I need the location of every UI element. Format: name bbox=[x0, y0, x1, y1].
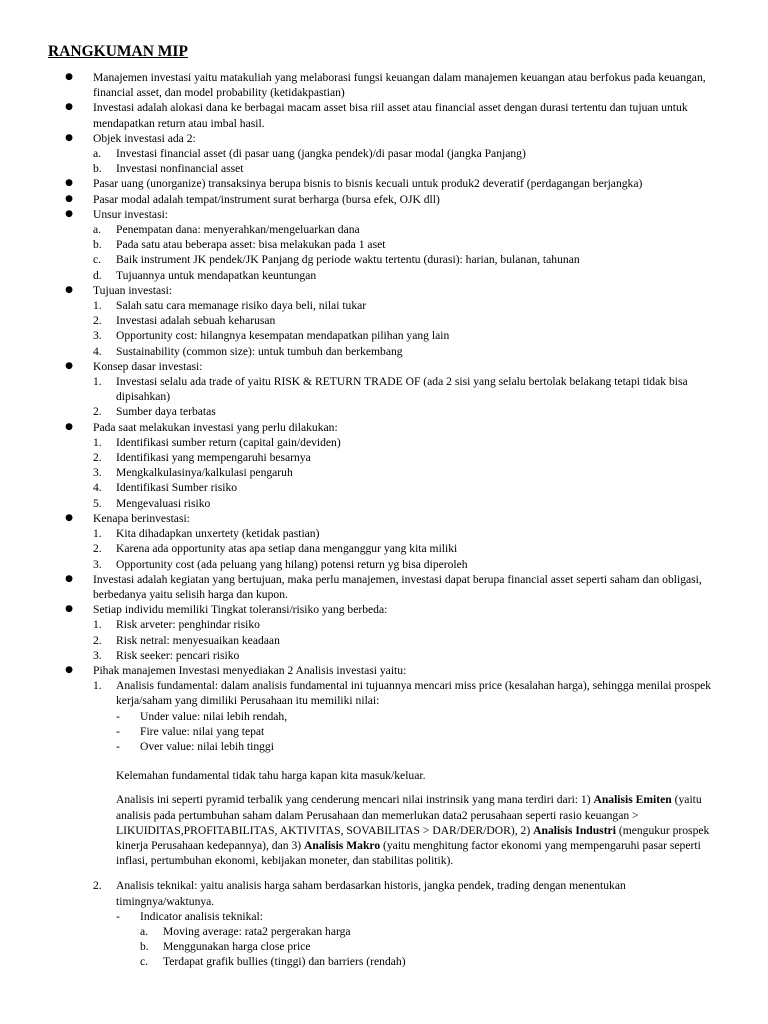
sub-list-text: Opportunity cost: hilangnya kesempatan mendapatkan pilihan yang lain bbox=[116, 329, 450, 343]
sub-list-text: Risk netral: menyesuaikan keadaan bbox=[116, 633, 280, 647]
sub-list-item bbox=[93, 435, 712, 450]
sub-list-text: Investasi adalah sebuah keharusan bbox=[116, 314, 276, 328]
value-item: - Under value: nilai lebih rendah, bbox=[116, 709, 288, 723]
indicator-text: Moving average: rata2 pergerakan harga bbox=[163, 924, 351, 938]
list-marker: 3. bbox=[93, 466, 102, 480]
sub-list-item bbox=[93, 404, 712, 419]
indicator-heading-item: - Indicator analisis teknikal: a. Moving average: rata2 pergerakan harga b. Menggunakan harga close price c. Terdapat grafik bullies (tinggi) dan barriers (rendah) bbox=[116, 909, 712, 970]
list-item bbox=[0, 192, 768, 207]
sub-list-text: Sumber daya terbatas bbox=[116, 405, 216, 419]
sub-list-item bbox=[93, 252, 712, 267]
list-marker: 2. bbox=[93, 542, 102, 556]
bullet-icon: ● bbox=[65, 72, 73, 82]
list-marker: 2. bbox=[93, 451, 102, 465]
bullet-icon: ● bbox=[65, 208, 73, 219]
indicator-text: Menggunakan harga close price bbox=[163, 940, 311, 954]
list-marker: 3. bbox=[93, 557, 102, 571]
sub-list-text: Baik instrument JK pendek/JK Panjang dg periode waktu tertentu (durasi): harian, bulanan, tahunan bbox=[116, 253, 580, 267]
value-item: - Fire value: nilai yang tepat bbox=[116, 724, 265, 738]
sub-list-text: Tujuannya untuk mendapatkan keuntungan bbox=[116, 268, 317, 282]
list-marker: 1. bbox=[93, 618, 102, 632]
sub-list-text: Investasi nonfinancial asset bbox=[116, 162, 244, 176]
list-marker: d. bbox=[93, 268, 102, 282]
list-item-text: Investasi adalah kegiatan yang bertujuan, maka perlu manajemen, investasi dapat berupa financial asset seperti saham dan obligasi, berbedanya yaitu selisih harga dan kupon. bbox=[93, 572, 702, 601]
list-marker: 1. bbox=[93, 527, 102, 541]
sub-list-text: Identifikasi Sumber risiko bbox=[116, 481, 238, 495]
list-item bbox=[0, 283, 768, 359]
list-marker: 3. bbox=[93, 648, 102, 662]
sub-list-item bbox=[93, 633, 712, 648]
sub-list-item bbox=[93, 526, 712, 541]
list-item-text: Kenapa berinvestasi: bbox=[93, 511, 190, 525]
list-item bbox=[0, 572, 768, 602]
value-text: Under value: nilai lebih rendah, bbox=[140, 709, 288, 723]
value-list bbox=[116, 709, 712, 755]
indicator-group bbox=[116, 909, 712, 970]
sub-list-item bbox=[93, 480, 712, 495]
list-item-text: Konsep dasar investasi: bbox=[93, 359, 203, 373]
sub-list-text: Identifikasi yang mempengaruhi besarnya bbox=[116, 451, 311, 465]
sub-list-text: Pada satu atau beberapa asset: bisa melakukan pada 1 aset bbox=[116, 238, 386, 252]
sub-list-text: Kita dihadapkan unxertety (ketidak pastian) bbox=[116, 527, 320, 541]
sub-list-text: Sustainability (common size): untuk tumbuh dan berkembang bbox=[116, 344, 403, 358]
sub-list-item bbox=[93, 465, 712, 480]
list-item-analysis bbox=[0, 663, 768, 970]
list-marker: b. bbox=[93, 238, 102, 252]
technical-analysis-text: Analisis teknikal: yaitu analisis harga saham berdasarkan historis, jangka pendek, trading dengan menentukan timingnya/waktunya. bbox=[116, 879, 626, 908]
bullet-icon: ● bbox=[65, 573, 73, 584]
indicator-item: c. Terdapat grafik bullies (tinggi) dan barriers (rendah) bbox=[140, 955, 406, 969]
list-marker: a. bbox=[93, 223, 102, 237]
list-item bbox=[0, 131, 768, 177]
list-marker: 2. bbox=[93, 879, 102, 893]
sub-list-item bbox=[93, 648, 712, 663]
value-text: Over value: nilai lebih tinggi bbox=[140, 739, 274, 753]
bullet-icon: ● bbox=[65, 360, 73, 371]
sub-list-item bbox=[93, 450, 712, 465]
analysis-intro: Pihak manajemen Investasi menyediakan 2 Analisis investasi yaitu: bbox=[93, 663, 407, 677]
fundamental-analysis-item bbox=[93, 678, 712, 868]
sub-list-text: Risk arveter: penghindar risiko bbox=[116, 618, 260, 632]
sub-list-item bbox=[93, 237, 712, 252]
sub-list-item bbox=[93, 222, 712, 237]
list-marker: a. bbox=[93, 147, 102, 161]
list-item bbox=[0, 70, 768, 100]
list-item-text: Pada saat melakukan investasi yang perlu dilakukan: bbox=[93, 420, 338, 434]
bullet-icon: ● bbox=[65, 284, 73, 295]
list-item-text: Objek investasi ada 2: bbox=[93, 131, 196, 145]
sub-list bbox=[93, 617, 712, 663]
list-marker: 2. bbox=[93, 314, 102, 328]
sub-list-item bbox=[93, 344, 712, 359]
weakness-paragraph: Kelemahan fundamental tidak tahu harga kapan kita masuk/keluar. bbox=[116, 769, 426, 783]
pyramid-paragraph: Analisis ini seperti pyramid terbalik yang cenderung mencari nilai instrinsik yang mana terdiri dari: 1) Analisis Emiten (yaitu analisis pada pertumbuhan saham dalam Perusahaan dan memerlukan data2 perusahaan seperti rasio keuangan > LIKUIDITAS,PROFITABILITAS, AKTIVITAS, SOVABILITAS > DAR/DER/DOR), 2) Analisis Industri (mengukur prospek kinerja Perusahaan kedepannya), dan 3) Analisis Makro (yaitu menghitung factor ekonomi yang mempengaruhi pasar seperti inflasi, pertumbuhan ekonomi, kebijakan moneter, dan stabilitas politik). bbox=[116, 793, 710, 868]
list-marker: 5. bbox=[93, 496, 102, 510]
sub-list-text: Identifikasi sumber return (capital gain/deviden) bbox=[116, 435, 341, 449]
sub-list-text: Investasi selalu ada trade of yaitu RISK & RETURN TRADE OF (ada 2 sisi yang selalu bertolak belakang tetapi tidak bisa dipisahkan) bbox=[116, 375, 688, 404]
sub-list-item bbox=[93, 146, 712, 161]
bullet-icon: ● bbox=[65, 193, 73, 204]
technical-analysis-item bbox=[93, 878, 712, 969]
summary-list bbox=[0, 70, 768, 970]
list-item-text: Pasar uang (unorganize) transaksinya berupa bisnis to bisnis kecuali untuk produk2 deveratif (perdagangan berjangka) bbox=[93, 177, 643, 191]
value-item: - Over value: nilai lebih tinggi bbox=[116, 739, 274, 753]
analysis-types bbox=[93, 678, 712, 969]
value-text: Fire value: nilai yang tepat bbox=[140, 724, 265, 738]
bullet-icon: ● bbox=[65, 421, 73, 432]
sub-list-item bbox=[93, 161, 712, 176]
bullet-icon: ● bbox=[65, 102, 73, 113]
sub-list-text: Opportunity cost (ada peluang yang hilang) potensi return yg bisa diperoleh bbox=[116, 557, 468, 571]
sub-list-item bbox=[93, 496, 712, 511]
bullet-icon: ● bbox=[65, 178, 73, 189]
sub-list-item bbox=[93, 298, 712, 313]
sub-list-text: Investasi financial asset (di pasar uang (jangka pendek)/di pasar modal (jangka Panjang) bbox=[116, 147, 526, 161]
list-marker: 4. bbox=[93, 344, 102, 358]
indicator-list bbox=[140, 924, 712, 970]
sub-list-item bbox=[93, 374, 712, 404]
list-item-text: Pasar modal adalah tempat/instrument surat berharga (bursa efek, OJK dll) bbox=[93, 192, 440, 206]
fundamental-analysis-text: Analisis fundamental: dalam analisis fundamental ini tujuannya mencari miss price (kesalahan harga), sehingga menilai prospek kerja/saham yang dimiliki Perusahaan itu memiliki nilai: bbox=[116, 679, 712, 708]
bullet-icon: ● bbox=[65, 512, 73, 523]
sub-list-text: Mengkalkulasinya/kalkulasi pengaruh bbox=[116, 466, 293, 480]
list-item bbox=[0, 602, 768, 663]
list-marker: 1. bbox=[93, 679, 102, 693]
bullet-icon: ● bbox=[65, 664, 73, 675]
list-marker: 4. bbox=[93, 481, 102, 495]
indicator-item: b. Menggunakan harga close price bbox=[140, 940, 311, 954]
sub-list bbox=[93, 222, 712, 283]
sub-list bbox=[93, 146, 712, 176]
sub-list-item bbox=[93, 617, 712, 632]
list-marker: c. bbox=[93, 253, 102, 267]
indicator-item: a. Moving average: rata2 pergerakan harga bbox=[140, 924, 351, 938]
sub-list bbox=[93, 526, 712, 572]
list-item-text: Manajemen investasi yaitu matakuliah yang melaborasi fungsi keuangan dalam manajemen keuangan atau berfokus pada keuangan, financial asset, dan model probability (ketidakpastian) bbox=[93, 71, 706, 100]
list-item bbox=[0, 359, 768, 420]
sub-list-text: Risk seeker: pencari risiko bbox=[116, 648, 240, 662]
list-marker: 1. bbox=[93, 299, 102, 313]
indicator-text: Terdapat grafik bullies (tinggi) dan barriers (rendah) bbox=[163, 955, 406, 969]
sub-list bbox=[93, 435, 712, 511]
sub-list-text: Salah satu cara memanage risiko daya beli, nilai tukar bbox=[116, 299, 367, 313]
sub-list-item bbox=[93, 541, 712, 556]
list-marker: 2. bbox=[93, 405, 102, 419]
sub-list-text: Mengevaluasi risiko bbox=[116, 496, 211, 510]
list-item bbox=[0, 100, 768, 130]
list-marker: 1. bbox=[93, 435, 102, 449]
list-item bbox=[0, 511, 768, 572]
list-marker: 2. bbox=[93, 633, 102, 647]
sub-list-item bbox=[93, 313, 712, 328]
list-marker: 3. bbox=[93, 329, 102, 343]
sub-list-text: Penempatan dana: menyerahkan/mengeluarkan dana bbox=[116, 223, 360, 237]
list-marker: b. bbox=[93, 162, 102, 176]
sub-list-item bbox=[93, 268, 712, 283]
page-title: RANGKUMAN MIP bbox=[48, 43, 188, 60]
sub-list-item bbox=[93, 328, 712, 343]
sub-list-item bbox=[93, 557, 712, 572]
sub-list bbox=[93, 374, 712, 420]
list-item bbox=[0, 420, 768, 511]
list-marker: 1. bbox=[93, 375, 102, 389]
list-item bbox=[0, 207, 768, 283]
list-item-text: Setiap individu memiliki Tingkat toleransi/risiko yang berbeda: bbox=[93, 603, 388, 617]
list-item-text: Unsur investasi: bbox=[93, 207, 169, 221]
list-item-text: Tujuan investasi: bbox=[93, 283, 173, 297]
sub-list bbox=[93, 298, 712, 359]
list-item-text: Investasi adalah alokasi dana ke berbagai macam asset bisa riil asset atau financial asset dengan durasi tertentu dan tujuan untuk mendapatkan return atau imbal hasil. bbox=[93, 101, 688, 130]
bullet-icon: ● bbox=[65, 604, 73, 615]
list-item bbox=[0, 176, 768, 191]
indicator-label: Indicator analisis teknikal: bbox=[140, 909, 263, 923]
sub-list-text: Karena ada opportunity atas apa setiap dana menganggur yang kita miliki bbox=[116, 542, 458, 556]
bullet-icon: ● bbox=[65, 132, 73, 143]
